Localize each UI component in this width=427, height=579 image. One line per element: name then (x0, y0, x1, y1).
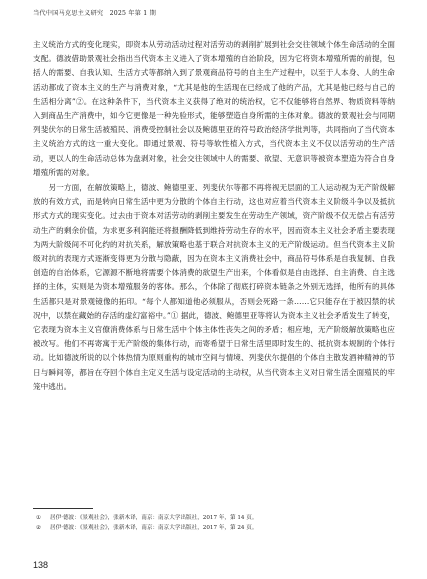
footnote-2-mark: ② (36, 524, 42, 531)
running-header: 当代中国马克思主义研究 2025 年第 1 期 (33, 10, 156, 17)
page-number: 138 (33, 560, 49, 570)
footnote-2 (36, 524, 391, 534)
paragraph-1: 主义统治方式的变化现实，即资本从劳动活动过程对活劳动的剥削扩展到社会交往领域个体生命活动的全面支配。德波借助景观社会指出当代资本主义进入了资本增殖的自治阶段，因为它将资本增殖所需的前提，包括人的需要、自我认知、生活方式等都纳入到了景观商品符号的自主生产过程中，以至于人本身、人的生命活动都成了资本主义的生产与消费对象，“尤其是他的生活现在已经成了他的产品，尤其是他已经与自己的生活相分离”②。在这种条件下，当代资本主义获得了绝对的统治权，它不仅能够将自然界、物质资料等纳入到商品生产消费中，如今它更像是一种先验形式，能够塑造自身所需的主体对象。德波的景观社会与同期列斐伏尔的日常生活被殖民、消费受控制社会以及鲍德里亚的符号政治经济学批判等，共同指向了当代资本主义统治方式的这一重大变化。即通过景观、符号等软性植入方式，当代资本主义不仅以活劳动的生产活动，更以人的生命活动总体为盘剥对象，社会交往领域中人的需要、欲望、无意识等被资本塑造为符合自身增殖所需的对象。 (33, 40, 395, 177)
footnotes (36, 514, 391, 533)
footnote-1-text: 居伊·德波：《景观社会》，张新木译，南京：南京大学出版社，2017 年，第 14 页。 (50, 515, 258, 521)
footnote-2-text: 居伊·德波：《景观社会》，张新木译，南京：南京大学出版社，2017 年，第 24 页。 (50, 524, 258, 531)
paragraph-2: 另一方面，在解放策略上，德波、鲍德里亚、列斐伏尔等都不再将视无层面的工人运动视为无产阶级解放的有效方式，而是转向日常生活中更为分散的个体自主行动，这也对应着当代资本主义阶级斗争以及抵抗形式方式的现实变化。过去由于资本对活劳动的剥削主要发生在劳动生产领域，资产阶级不仅无偿占有活劳动生产的剩余价值，为求更多利润能还将报酬降低到维持劳动生存的水平，因而资本主义社会矛盾主要表现为两大阶级间不可化约的对抗关系，解放策略也基于联合对抗资本主义的无产阶级运动。但当代资本主义阶级对抗的表现方式逐渐变得更为分散与隐蔽，因为在资本主义消费社会中，商品符号体系是自我复制、自我创造的自治体系，它源源不断地将需要个体消费的欲望生产出来，个体看似是自由选择、自主消费、自主选择的主体，实则是为资本增殖服务的客体。那么，个体除了彻底打碎资本链条之外别无选择，他所有的具体生活都只是对景观镜像的拓印。“每个人都知道他必须服从，否则会死路一条……它只能存在于被囚禁的状况中，以禁在藏始的存活的虚幻富裕中。”① 据此，德波、鲍德里亚等将认为资本主义社会矛盾发生了转变，它表现为资本主义官僚消费体系与日常生活中个体主体性丧失之间的矛盾；相应地，无产阶级解放策略也应被改写。他们不再寄寓于无产阶级的集体行动，而寄希望于日常生活里即时发生的、抵抗资本规制的个体行动。比如德波所说的以个体热情为原则重构的城市空间与情境、列斐伏尔提倡的个体自主散发酒神精神的节日与瞬间等，都旨在夺回个体自主定义生活与设定活动的主动权，从当代资本主义对日常生活全面殖民的牢笼中逃出。 (33, 183, 395, 391)
footnote-1 (36, 514, 391, 524)
footnote-1-mark: ① (36, 515, 42, 521)
footnote-divider (33, 508, 93, 509)
article-body (33, 38, 395, 394)
